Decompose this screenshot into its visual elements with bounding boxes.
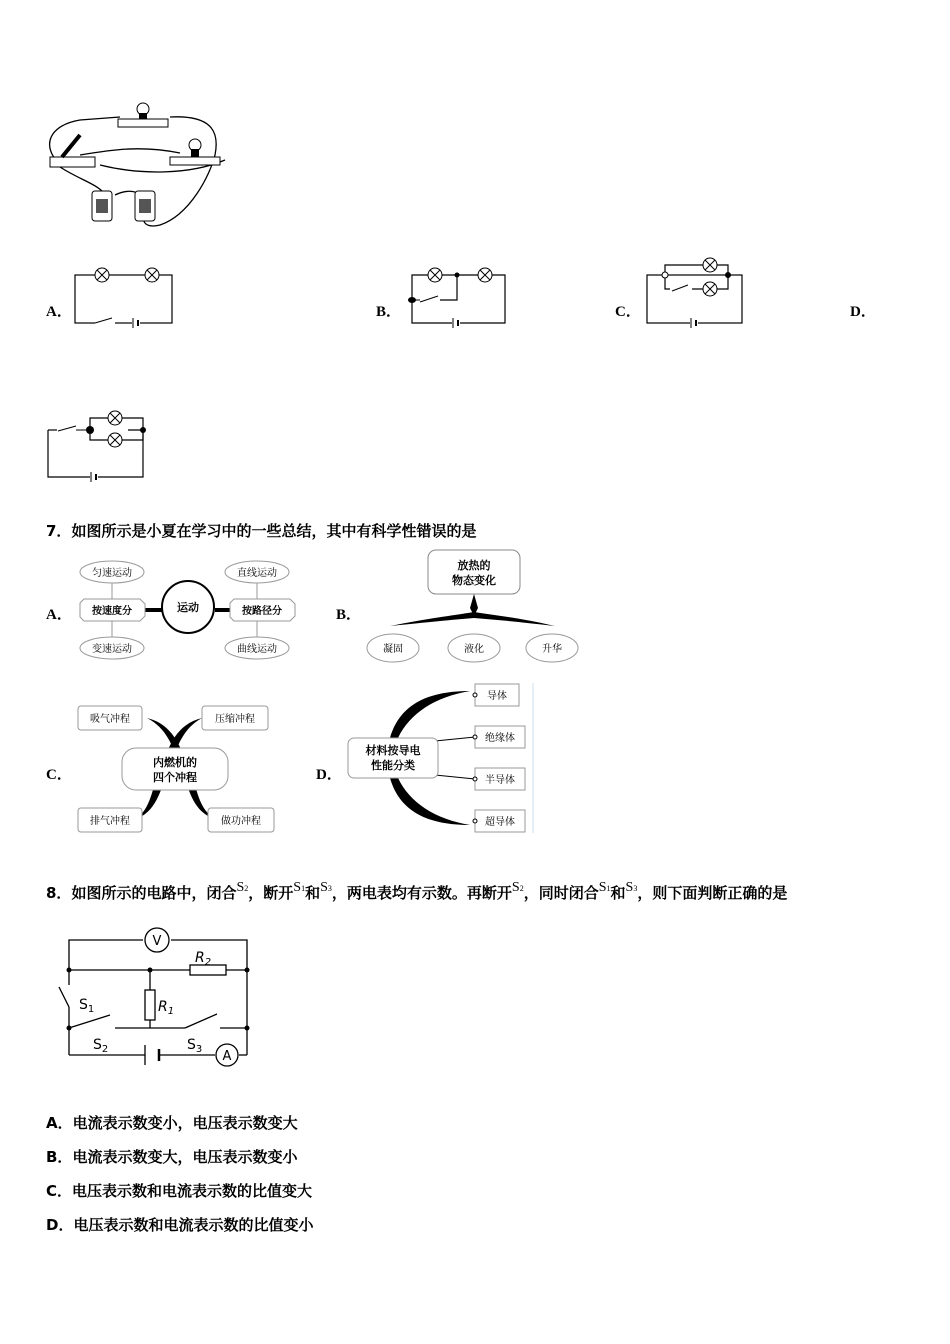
- q7c-center-line1: 内燃机的: [153, 756, 197, 769]
- switch-s2: S2: [511, 880, 524, 895]
- q7d-item-1: 导体: [487, 691, 507, 702]
- bulb-icon: [428, 268, 442, 282]
- q7-stem: [46, 520, 476, 541]
- q6-option-a-label[interactable]: A．: [46, 304, 72, 320]
- q6-option-b-label[interactable]: B．: [376, 304, 402, 320]
- q6-option-d-circuit: [40, 400, 150, 485]
- bulb-icon: [108, 411, 122, 425]
- q7a-left-top: 匀速运动: [92, 568, 132, 579]
- q8-answer-a[interactable]: A．电流表示数变小，电压表示数变大: [46, 1114, 298, 1132]
- q7b-title-line2: 物态变化: [452, 574, 496, 587]
- q7c-bottom-right: 做功冲程: [221, 816, 261, 827]
- switch-s1: S1: [598, 880, 611, 895]
- bulb-icon: [145, 268, 159, 282]
- bulb-icon: [703, 282, 717, 296]
- voltmeter-label: V: [152, 934, 162, 949]
- q6-option-c-label[interactable]: C．: [615, 304, 641, 320]
- q7b-item-2: 液化: [464, 644, 484, 655]
- q7a-left-mid: 按速度分: [92, 606, 132, 617]
- q8-answer-c[interactable]: C．电压表示数和电流表示数的比值变大: [46, 1182, 313, 1200]
- q7-number: 7．: [46, 522, 72, 540]
- switch-s1: S1: [293, 880, 306, 895]
- bulb-icon: [478, 268, 492, 282]
- q7-option-a-mindmap: [72, 555, 307, 665]
- switch-s3: S3: [320, 880, 332, 895]
- q7-option-a-label[interactable]: A．: [46, 607, 72, 623]
- q7d-item-4: 超导体: [485, 817, 515, 828]
- q8-stem: 8．如图所示的电路中，闭合S2，断开S1和S3，两电表均有示数。再断开S2，同时闭合S1和S3，则下面判断正确的是: [46, 880, 788, 902]
- switch-s2: S2: [236, 880, 249, 895]
- q6-option-c-circuit: [640, 255, 750, 330]
- svg-text:R1: $R_1$: [158, 999, 175, 1017]
- q7c-bottom-left: 排气冲程: [90, 816, 130, 827]
- q7-option-b-label[interactable]: B．: [336, 607, 362, 623]
- svg-text:S1: $S_1$: [79, 997, 95, 1015]
- bulb-icon: [95, 268, 109, 282]
- q8-answer-d[interactable]: D．电压表示数和电流表示数的比值变小: [46, 1216, 314, 1234]
- q7-option-d-mindmap: [340, 683, 540, 833]
- q7a-right-top: 直线运动: [237, 568, 277, 579]
- q7b-item-1: 凝固: [383, 644, 403, 655]
- q6-option-d-label[interactable]: D．: [850, 304, 876, 320]
- q7a-center: 运动: [177, 601, 199, 614]
- q7c-center-line2: 四个冲程: [153, 771, 197, 784]
- svg-text:S2: $S_2$: [93, 1037, 109, 1055]
- q7c-top-right: 压缩冲程: [215, 714, 255, 725]
- q7-option-c-label[interactable]: C．: [46, 767, 72, 783]
- switch-s3: S3: [625, 880, 638, 895]
- q8-circuit-diagram: [55, 925, 265, 1075]
- q7d-item-3: 半导体: [485, 775, 515, 786]
- q7c-top-left: 吸气冲程: [90, 714, 130, 725]
- bulb-icon: [703, 258, 717, 272]
- q7-option-c-mindmap: [72, 700, 282, 840]
- q7b-title-line1: 放热的: [457, 559, 491, 572]
- q7d-center-line1: 材料按导电: [365, 744, 421, 757]
- bulb-icon: [108, 433, 122, 447]
- q7a-right-bottom: 曲线运动: [237, 644, 277, 655]
- q7-option-b-tree: [360, 546, 585, 671]
- q7a-right-mid: 按路径分: [242, 606, 282, 617]
- q7d-item-2: 绝缘体: [485, 733, 515, 744]
- physical-circuit-photo: [40, 95, 240, 235]
- q6-option-a-circuit: [70, 265, 180, 330]
- q7b-item-3: 升华: [542, 644, 562, 655]
- q6-option-b-circuit: [400, 265, 515, 330]
- ammeter-label: A: [222, 1049, 232, 1064]
- q7-stem-text: 如图所示是小夏在学习中的一些总结，其中有科学性错误的是: [71, 522, 477, 540]
- q8-answer-b[interactable]: B．电流表示数变大，电压表示数变小: [46, 1148, 298, 1166]
- q7a-left-bottom: 变速运动: [92, 644, 132, 655]
- q7-option-d-label[interactable]: D．: [316, 767, 342, 783]
- q7d-center-line2: 性能分类: [371, 759, 415, 772]
- svg-text:S3: $S_3$: [187, 1037, 203, 1055]
- svg-text:R2: $R_2$: [195, 950, 212, 968]
